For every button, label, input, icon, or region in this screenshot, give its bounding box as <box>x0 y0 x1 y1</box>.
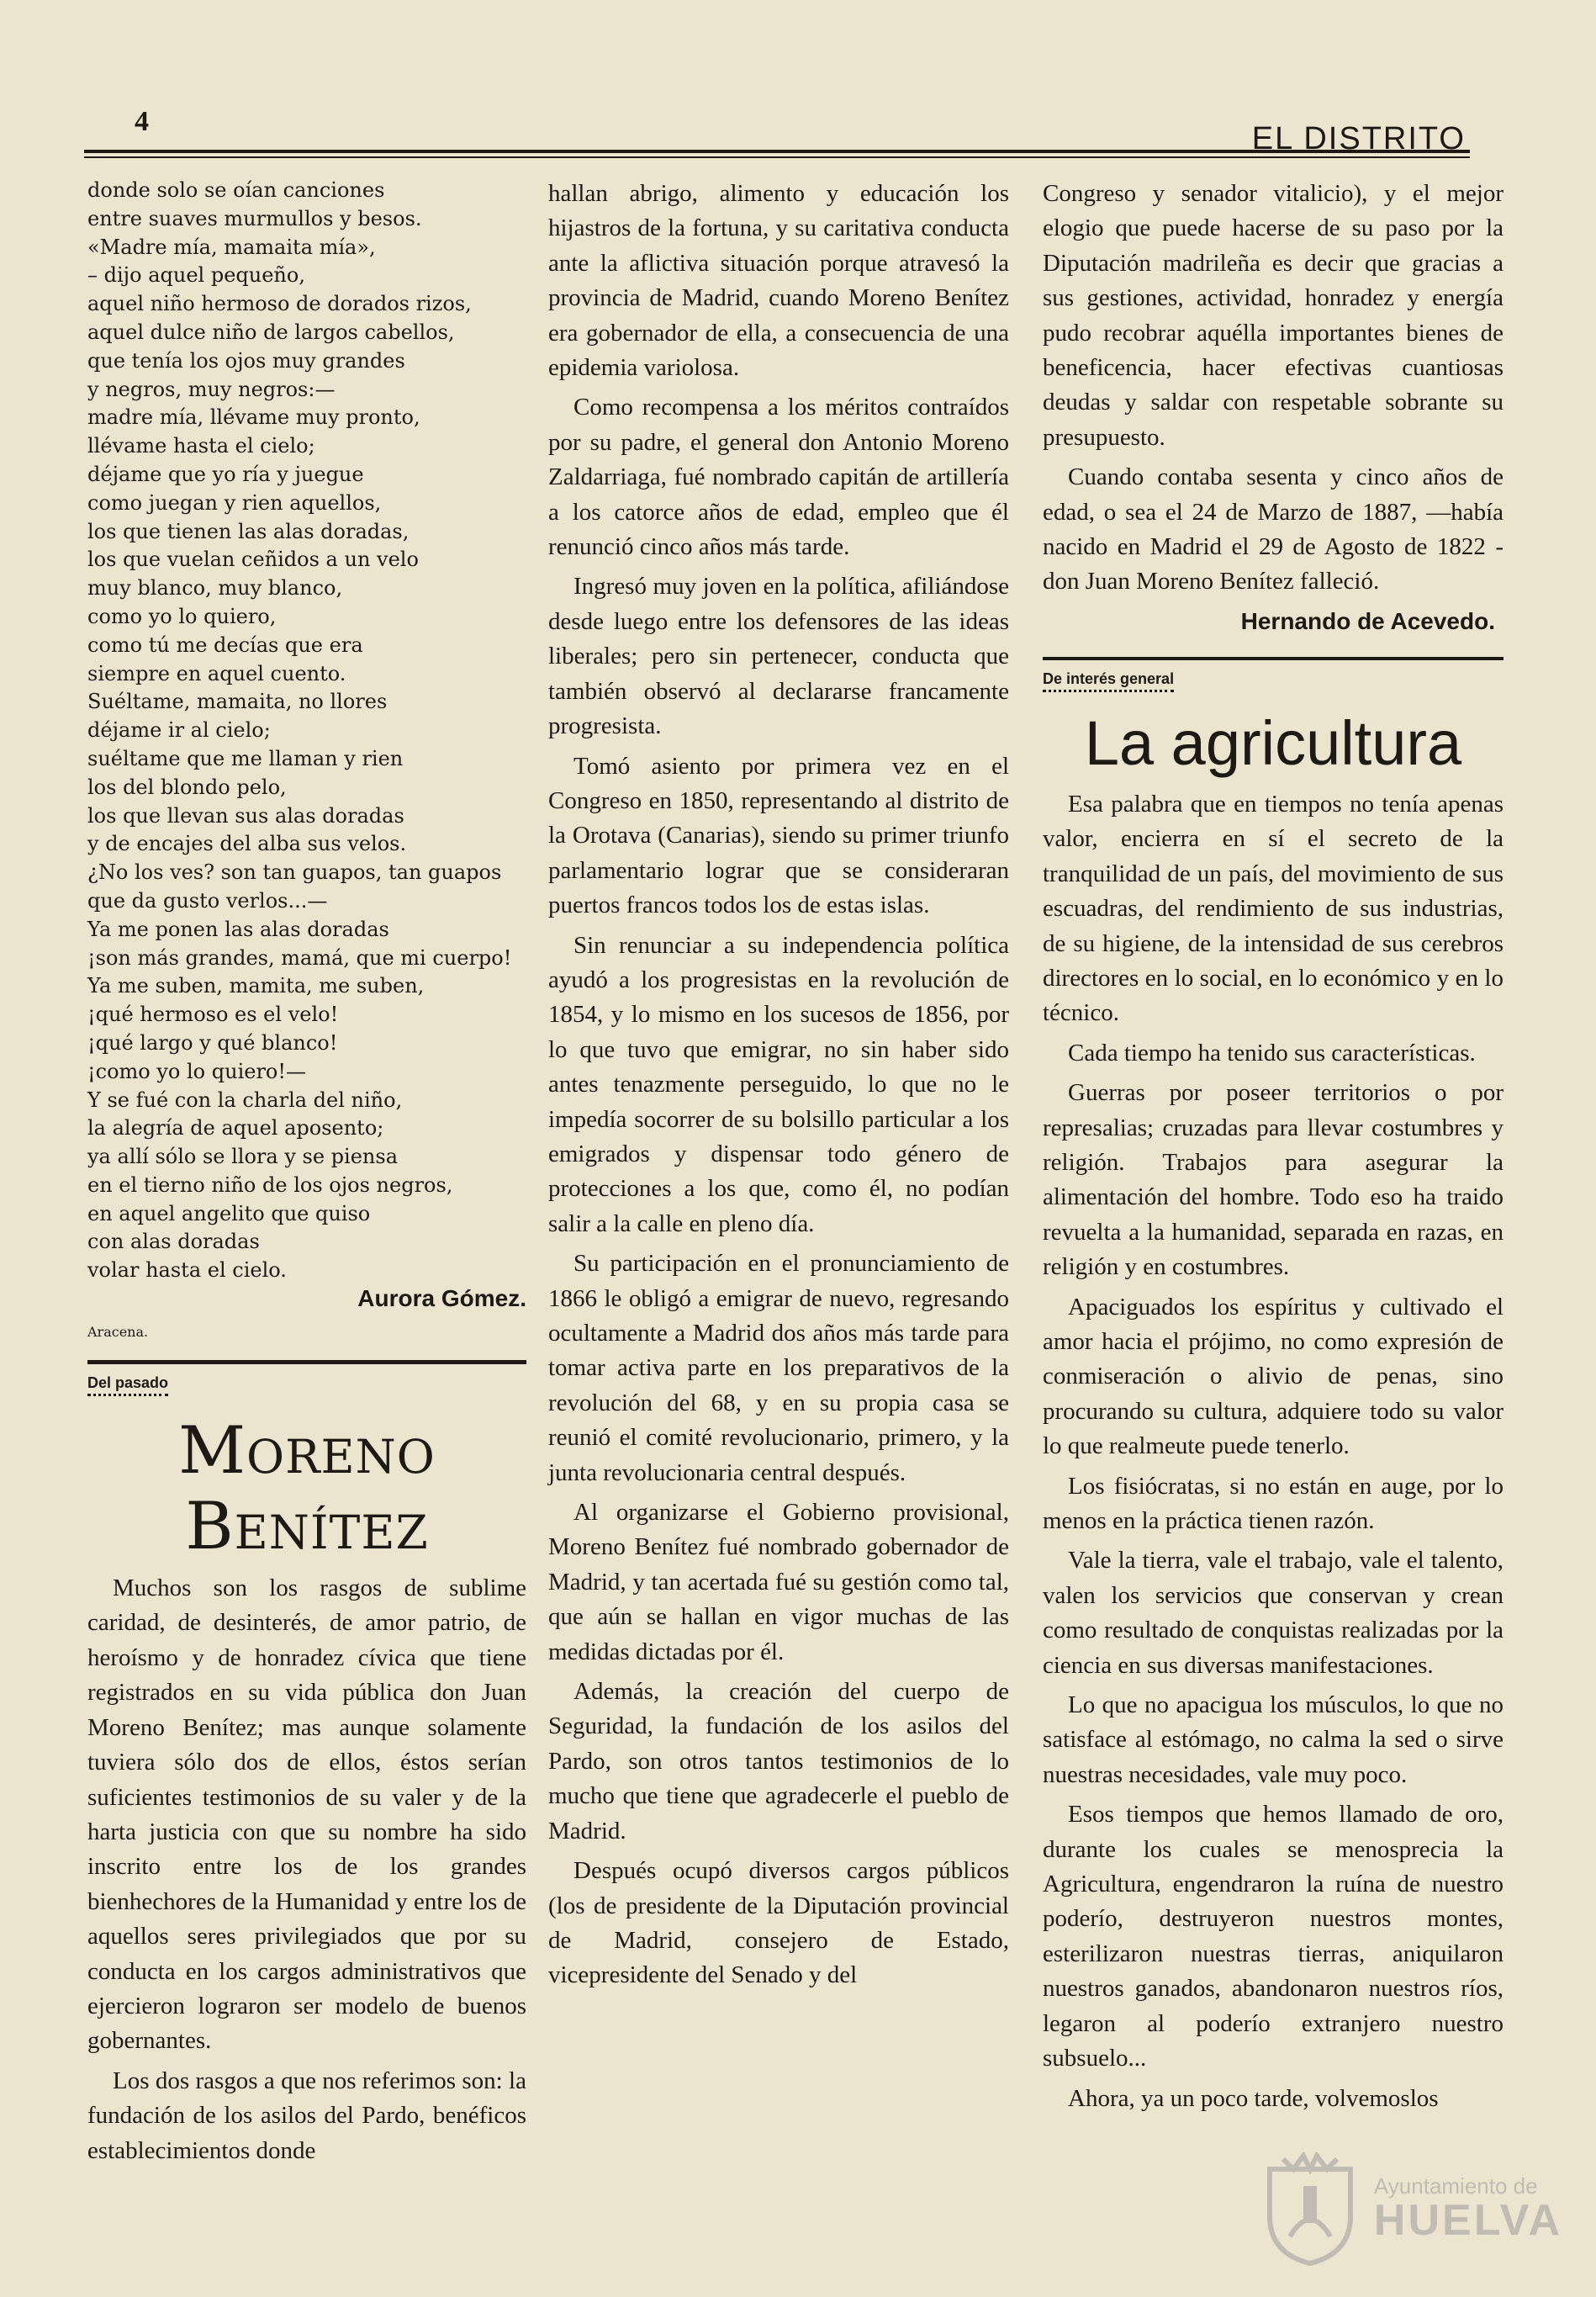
poem-line: – dijo aquel pequeño, <box>87 263 305 288</box>
poem-line: siempre en aquel cuento. <box>87 661 346 685</box>
article-paragraph: hallan abrigo, alimento y educación los hijastros de la fortuna, y su caritativa conducta ante la aflictiva situación porque atravesó la provincia de Madrid, cuando Moreno Benítez era gobernador de ella, a consecuencia de una epidemia variolosa. <box>548 180 1009 382</box>
watermark-line1: Ayuntamiento de <box>1373 2173 1538 2199</box>
poem-line: y de encajes del alba sus velos. <box>87 832 407 856</box>
poem-line: los del blondo pelo, <box>87 775 287 799</box>
poem-line: madre mía, llévame muy pronto, <box>87 405 420 430</box>
poem-line: ¡son más grandes, mamá, que mi cuerpo! <box>87 945 512 970</box>
article-author: Hernando de Acevedo. <box>1240 607 1495 634</box>
article-paragraph: Vale la tierra, vale el trabajo, vale el talento, valen los servicios que conservan y crean como resultado de conquistas realizadas por la ciencia en sus diversas manifestaciones. <box>1043 1547 1504 1679</box>
article-paragraph: Esa palabra que en tiempos no tenía apenas valor, encierra en sí el secreto de la tranquilidad de un país, del movimiento de sus escuadras, del rendimiento de sus industrias, de su higiene, de la intensidad de sus cerebros directores en lo social, en lo económico y en lo técnico. <box>1043 790 1504 1027</box>
column-2 <box>548 177 1009 1998</box>
poem-line: muy blanco, muy blanco, <box>87 576 343 601</box>
watermark-text <box>1374 2175 1562 2244</box>
article-title: La agricultura <box>1084 707 1462 778</box>
crest-icon <box>1260 2152 1361 2267</box>
poem-line: «Madre mía, mamaita mía», <box>87 235 376 259</box>
poem-line: que tenía los ojos muy grandes <box>87 348 405 373</box>
poem-line: con alas doradas <box>87 1230 260 1254</box>
poem-line: aquel dulce niño de largos cabellos, <box>87 320 455 344</box>
poem-line: en aquel angelito que quiso <box>87 1201 371 1225</box>
poem-line: Ya me ponen las alas doradas <box>87 917 389 941</box>
article-paragraph: Como recompensa a los méritos contraídos por su padre, el general don Antonio Moreno Zaldarriaga, fué nombrado capitán de artillería a los catorce años de edad, empleo que él renunció cinco años más tarde. <box>548 394 1009 561</box>
article-paragraph: Su participación en el pronunciamiento de 1866 le obligó a emigrar de nuevo, regresando ocultamente a Madrid dos años más tarde para tomar activa parte en los preparativos de la revolución del 68, y en su propia casa se reunió el comité revolucionario, primero, y la junta revolucionaria central después. <box>548 1250 1009 1486</box>
watermark <box>1260 2152 1562 2267</box>
article-paragraph: Apaciguados los espíritus y cultivado el amor hacia el prójimo, no como expresión de conmiseración o alivio de penas, sino procurando su cultura, adquiere todo su valor lo que realmeute puede tenerlo. <box>1043 1293 1504 1460</box>
poem-line: suéltame que me llaman y rien <box>87 746 404 770</box>
poem-line: como juegan y rien aquellos, <box>87 490 382 515</box>
article-paragraph: Muchos son los rasgos de sublime caridad, de desinterés, de amor patrio, de heroísmo y de honradez cívica que tiene registrados en su vida pública don Juan Moreno Benítez; mas aunque solamente tuviera sólo dos de ellos, éstos serían suficientes testimonios de su valer y de la harta justicia con que su nombre ha sido inscrito entre los de los grandes bienhechores de la Humanidad y entre los de aquellos seres privilegiados que por su conducta en los cargos administrativos que ejercieron lograron ser modelo de buenos gobernantes. <box>87 1575 526 2055</box>
column-1 <box>87 177 526 2173</box>
masthead: EL DISTRITO <box>1251 121 1466 156</box>
article-paragraph: Congreso y senador vitalicio), y el mejor elogio que puede hacerse de su paso por la Diputación madrileña es decir que gracias a sus gestiones, actividad, honradez y energía pudo recobrar aquélla importantes bienes de beneficencia, hacer efectivas cuantiosas deudas y saldar con respetable sobrante su presupuesto. <box>1043 180 1504 451</box>
poem-line: llévame hasta el cielo; <box>87 434 315 458</box>
poem-line: déjame ir al cielo; <box>87 718 271 743</box>
article-paragraph: Sin renunciar a su independencia política ayudó a los progresistas en la revolución de 1854, y lo mismo en los sucesos de 1856, por lo que tuvo que emigrar, no sin haber sido antes tenazmente perseguido, lo que no le impedía socorrer de su bolsillo particular a los emigrados y dispensar todo género de protecciones a los que, como él, no podían salir a la calle en pleno día. <box>548 931 1009 1237</box>
poem-line: los que tienen las alas doradas, <box>87 519 410 543</box>
article-paragraph: Guerras por poseer territorios o por represalias; cruzadas para llevar costumbres y religión. Trabajos para asegurar la alimentación del hombre. Todo eso ha traido revuelta a la humanidad, separada en razas, en religión y en costumbres. <box>1043 1079 1504 1281</box>
poem-line: aquel niño hermoso de dorados rizos, <box>87 292 472 316</box>
article-paragraph: Después ocupó diversos cargos públicos (los de presidente de la Diputación provincial de Madrid, consejero de Estado, vicepresidente del Senado y del <box>548 1857 1009 1989</box>
poem-line: ¿No los ves? son tan guapos, tan guapos <box>87 860 502 885</box>
poem-line: como tú me decías que era <box>87 632 363 657</box>
poem-line: ¡qué largo y qué blanco! <box>87 1030 338 1055</box>
poem-line: Suéltame, mamaita, no llores <box>87 690 388 714</box>
poem-line: Ya me suben, mamita, me suben, <box>87 974 425 998</box>
article-paragraph: Además, la creación del cuerpo de Seguridad, la fundación de los asilos del Pardo, son otros tantos testimonios de lo mucho que tiene que agradecerle el pueblo de Madrid. <box>548 1678 1009 1844</box>
section-tag: Del pasado <box>87 1374 168 1396</box>
page-number: 4 <box>135 106 149 137</box>
section-tag: De interés general <box>1043 670 1174 692</box>
poem-line: la alegría de aquel aposento; <box>87 1116 384 1141</box>
header-rule-thin <box>84 156 1470 158</box>
article-paragraph: Esos tiempos que hemos llamado de oro, durante los cuales se menosprecia la Agricultura, engendraron la ruína de nuestro poderío, destruyeron nuestros montes, esterilizaron nuestras tierras, aniquilaron nuestros ganados, abandonaron nuestros ríos, legaron al poderío extranjero nuestro subsuelo... <box>1043 1801 1504 2072</box>
article-paragraph: Cada tiempo ha tenido sus características. <box>1068 1039 1476 1066</box>
poem-line: Y se fué con la charla del niño, <box>87 1088 403 1112</box>
article-paragraph: Cuando contaba sesenta y cinco años de edad, o sea el 24 de Marzo de 1887, —había nacido en Madrid el 29 de Agosto de 1822 - don Juan Moreno Benítez falleció. <box>1043 463 1504 595</box>
poem-line: que da gusto verlos...— <box>87 888 328 913</box>
poem-line: en el tierno niño de los ojos negros, <box>87 1172 453 1197</box>
article-paragraph: Ingresó muy joven en la política, afiliándose desde luego entre los defensores de las ideas liberales; pero sin pertenecer, conducta que también observó al declararse francamente progresista. <box>548 573 1009 740</box>
article-paragraph: Al organizarse el Gobierno provisional, Moreno Benítez fué nombrado gobernador de Madrid, y tan acertada fué su gestión como tal, que aún se hallan en vigor muchas de las medidas dictadas por él. <box>548 1499 1009 1665</box>
poem-line: volar hasta el cielo. <box>87 1258 287 1283</box>
poem-author: Aurora Gómez. <box>357 1285 526 1312</box>
poem-line: ¡como yo lo quiero!— <box>87 1059 307 1083</box>
article-paragraph: Los fisiócratas, si no están en auge, por lo menos en la práctica tienen razón. <box>1043 1472 1504 1534</box>
section-divider <box>1043 657 1504 660</box>
poem-line: los que vuelan ceñidos a un velo <box>87 548 419 572</box>
article-paragraph: Lo que no apacigua los músculos, lo que no satisface al estómago, no calma la sed o sirve nuestras necesidades, vale muy poco. <box>1043 1691 1504 1788</box>
poem-line: los que llevan sus alas doradas <box>87 803 404 828</box>
article-paragraph: Los dos rasgos a que nos referimos son: la fundación de los asilos del Pardo, benéficos establecimientos donde <box>87 2067 526 2164</box>
header-rule <box>84 150 1470 153</box>
poem <box>87 177 526 1285</box>
poem-line: donde solo se oían canciones <box>87 178 385 202</box>
poem-line: como yo lo quiero, <box>87 604 277 628</box>
column-3 <box>1043 177 1504 2121</box>
section-divider <box>87 1360 526 1364</box>
poem-line: y negros, muy negros:— <box>87 377 336 401</box>
poem-place: Aracena. <box>87 1324 149 1341</box>
article-title: Moreno Benítez <box>178 1413 436 1565</box>
poem-line: ya allí sólo se llora y se piensa <box>87 1145 398 1169</box>
poem-line: déjame que yo ría y juegue <box>87 462 364 486</box>
article-paragraph: Tomó asiento por primera vez en el Congreso en 1850, representando al distrito de la Orotava (Canarias), siendo su primer triunfo parlamentario lograr que se consideraran puertos francos todos los de estas islas. <box>548 752 1009 919</box>
watermark-line2: HUELVA <box>1373 2196 1562 2246</box>
article-paragraph: Ahora, ya un poco tarde, volvemoslos <box>1068 2084 1439 2112</box>
poem-line: ¡qué hermoso es el velo! <box>87 1003 339 1027</box>
poem-line: entre suaves murmullos y besos. <box>87 206 422 230</box>
